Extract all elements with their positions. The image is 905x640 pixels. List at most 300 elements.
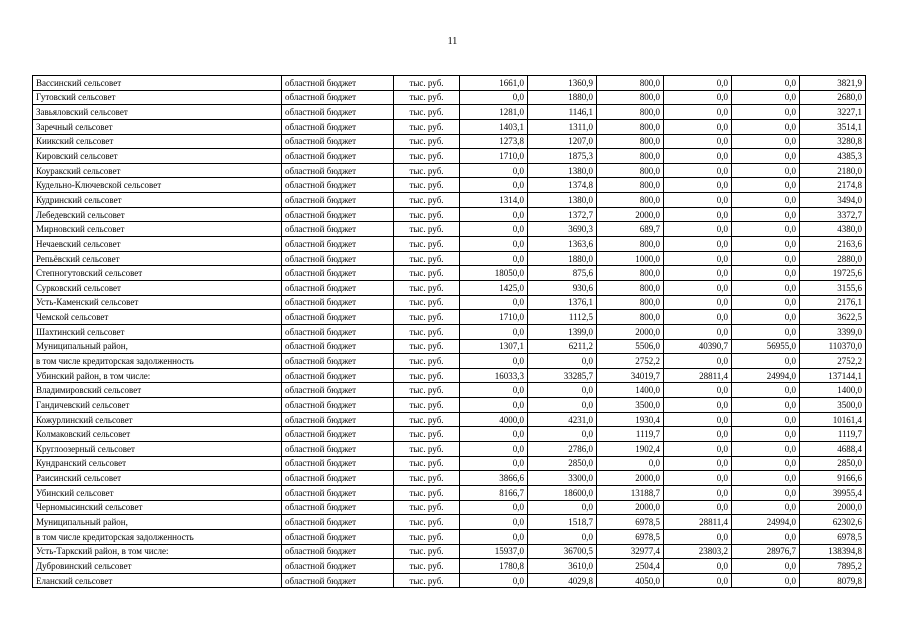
value-col-1: 1314,0 [460, 193, 528, 208]
table-row [33, 178, 866, 193]
value-col-1: 0,0 [460, 500, 528, 515]
budget-table [32, 75, 866, 588]
table-row [33, 427, 866, 442]
value-col-4: 0,0 [664, 442, 732, 457]
value-col-4: 0,0 [664, 193, 732, 208]
table-row [33, 573, 866, 588]
table-row [33, 500, 866, 515]
total-value: 1400,0 [800, 383, 866, 398]
total-value: 2880,0 [800, 251, 866, 266]
value-col-2: 36700,5 [528, 544, 597, 559]
funding-source: областной бюджет [282, 237, 394, 252]
value-col-1: 0,0 [460, 529, 528, 544]
value-col-3: 800,0 [597, 119, 664, 134]
total-value: 2680,0 [800, 90, 866, 105]
total-value: 2174,8 [800, 178, 866, 193]
funding-source: областной бюджет [282, 193, 394, 208]
table-row [33, 559, 866, 574]
value-col-3: 800,0 [597, 76, 664, 91]
unit: тыс. руб. [394, 368, 460, 383]
total-value: 39955,4 [800, 485, 866, 500]
total-value: 3399,0 [800, 324, 866, 339]
value-col-5: 0,0 [732, 573, 800, 588]
unit: тыс. руб. [394, 471, 460, 486]
value-col-4: 0,0 [664, 178, 732, 193]
value-col-4: 0,0 [664, 134, 732, 149]
table-row [33, 295, 866, 310]
value-col-1: 8166,7 [460, 485, 528, 500]
territory-name: Лебедевский сельсовет [33, 207, 282, 222]
territory-name: в том числе кредиторская задолженность [33, 354, 282, 369]
funding-source: областной бюджет [282, 310, 394, 325]
table-row [33, 266, 866, 281]
value-col-3: 34019,7 [597, 368, 664, 383]
unit: тыс. руб. [394, 442, 460, 457]
territory-name: Кировский сельсовет [33, 149, 282, 164]
table-row [33, 471, 866, 486]
unit: тыс. руб. [394, 339, 460, 354]
value-col-2: 1518,7 [528, 515, 597, 530]
value-col-4: 0,0 [664, 412, 732, 427]
funding-source: областной бюджет [282, 456, 394, 471]
funding-source: областной бюджет [282, 295, 394, 310]
value-col-1: 0,0 [460, 515, 528, 530]
value-col-4: 0,0 [664, 383, 732, 398]
value-col-3: 800,0 [597, 134, 664, 149]
funding-source: областной бюджет [282, 559, 394, 574]
value-col-4: 0,0 [664, 266, 732, 281]
value-col-2: 1880,0 [528, 90, 597, 105]
total-value: 1119,7 [800, 427, 866, 442]
value-col-4: 40390,7 [664, 339, 732, 354]
value-col-2: 1311,0 [528, 119, 597, 134]
value-col-3: 1902,4 [597, 442, 664, 457]
value-col-3: 3500,0 [597, 398, 664, 413]
unit: тыс. руб. [394, 207, 460, 222]
funding-source: областной бюджет [282, 485, 394, 500]
value-col-1: 0,0 [460, 207, 528, 222]
total-value: 3622,5 [800, 310, 866, 325]
territory-name: Колмаковский сельсовет [33, 427, 282, 442]
value-col-3: 1119,7 [597, 427, 664, 442]
value-col-5: 0,0 [732, 105, 800, 120]
unit: тыс. руб. [394, 573, 460, 588]
value-col-2: 1374,8 [528, 178, 597, 193]
table-row [33, 324, 866, 339]
value-col-2: 4029,8 [528, 573, 597, 588]
value-col-5: 0,0 [732, 324, 800, 339]
total-value: 8079,8 [800, 573, 866, 588]
value-col-1: 0,0 [460, 237, 528, 252]
value-col-3: 800,0 [597, 193, 664, 208]
value-col-3: 2000,0 [597, 500, 664, 515]
territory-name: Репьёвский сельсовет [33, 251, 282, 266]
value-col-2: 3610,0 [528, 559, 597, 574]
value-col-4: 0,0 [664, 163, 732, 178]
value-col-5: 0,0 [732, 559, 800, 574]
value-col-2: 6211,2 [528, 339, 597, 354]
page-number: 11 [447, 36, 458, 47]
funding-source: областной бюджет [282, 251, 394, 266]
table-row [33, 412, 866, 427]
table-row [33, 456, 866, 471]
value-col-3: 13188,7 [597, 485, 664, 500]
value-col-1: 1710,0 [460, 310, 528, 325]
value-col-3: 2000,0 [597, 324, 664, 339]
territory-name: Усть-Таркский район, в том числе: [33, 544, 282, 559]
value-col-3: 1400,0 [597, 383, 664, 398]
total-value: 10161,4 [800, 412, 866, 427]
total-value: 62302,6 [800, 515, 866, 530]
value-col-2: 4231,0 [528, 412, 597, 427]
territory-name: Кундранский сельсовет [33, 456, 282, 471]
unit: тыс. руб. [394, 515, 460, 530]
value-col-3: 2504,4 [597, 559, 664, 574]
value-col-2: 1363,6 [528, 237, 597, 252]
value-col-2: 930,6 [528, 280, 597, 295]
territory-name: Убинский район, в том числе: [33, 368, 282, 383]
value-col-1: 0,0 [460, 442, 528, 457]
value-col-5: 0,0 [732, 471, 800, 486]
total-value: 2000,0 [800, 500, 866, 515]
value-col-4: 23803,2 [664, 544, 732, 559]
value-col-5: 0,0 [732, 280, 800, 295]
territory-name: Кожурлинский сельсовет [33, 412, 282, 427]
territory-name: Усть-Каменский сельсовет [33, 295, 282, 310]
value-col-3: 800,0 [597, 266, 664, 281]
funding-source: областной бюджет [282, 383, 394, 398]
value-col-4: 0,0 [664, 354, 732, 369]
unit: тыс. руб. [394, 310, 460, 325]
table-row [33, 237, 866, 252]
territory-name: Убинский сельсовет [33, 485, 282, 500]
funding-source: областной бюджет [282, 76, 394, 91]
value-col-3: 6978,5 [597, 515, 664, 530]
value-col-5: 0,0 [732, 76, 800, 91]
value-col-3: 1930,4 [597, 412, 664, 427]
territory-name: Кудельно-Ключевской сельсовет [33, 178, 282, 193]
total-value: 3227,1 [800, 105, 866, 120]
unit: тыс. руб. [394, 105, 460, 120]
unit: тыс. руб. [394, 295, 460, 310]
table-row [33, 339, 866, 354]
funding-source: областной бюджет [282, 544, 394, 559]
territory-name: Чемской сельсовет [33, 310, 282, 325]
total-value: 3500,0 [800, 398, 866, 413]
value-col-5: 0,0 [732, 134, 800, 149]
value-col-3: 800,0 [597, 90, 664, 105]
value-col-3: 2000,0 [597, 471, 664, 486]
funding-source: областной бюджет [282, 427, 394, 442]
territory-name: Муниципальный район, [33, 339, 282, 354]
value-col-1: 0,0 [460, 573, 528, 588]
value-col-1: 1661,0 [460, 76, 528, 91]
total-value: 3280,8 [800, 134, 866, 149]
territory-name: Киикский сельсовет [33, 134, 282, 149]
unit: тыс. руб. [394, 544, 460, 559]
unit: тыс. руб. [394, 354, 460, 369]
funding-source: областной бюджет [282, 105, 394, 120]
value-col-4: 28811,4 [664, 368, 732, 383]
table-row [33, 251, 866, 266]
funding-source: областной бюджет [282, 90, 394, 105]
value-col-1: 18050,0 [460, 266, 528, 281]
table-row [33, 368, 866, 383]
value-col-4: 0,0 [664, 237, 732, 252]
funding-source: областной бюджет [282, 398, 394, 413]
territory-name: Дубровинский сельсовет [33, 559, 282, 574]
value-col-1: 3866,6 [460, 471, 528, 486]
total-value: 110370,0 [800, 339, 866, 354]
funding-source: областной бюджет [282, 134, 394, 149]
value-col-1: 0,0 [460, 383, 528, 398]
value-col-2: 875,6 [528, 266, 597, 281]
funding-source: областной бюджет [282, 368, 394, 383]
value-col-1: 0,0 [460, 90, 528, 105]
territory-name: Раисинский сельсовет [33, 471, 282, 486]
unit: тыс. руб. [394, 119, 460, 134]
value-col-5: 0,0 [732, 427, 800, 442]
value-col-4: 0,0 [664, 485, 732, 500]
total-value: 2752,2 [800, 354, 866, 369]
value-col-5: 0,0 [732, 354, 800, 369]
table-row [33, 280, 866, 295]
territory-name: Гутовский сельсовет [33, 90, 282, 105]
total-value: 3821,9 [800, 76, 866, 91]
value-col-5: 0,0 [732, 266, 800, 281]
table-row [33, 76, 866, 91]
value-col-1: 0,0 [460, 178, 528, 193]
value-col-1: 1780,8 [460, 559, 528, 574]
value-col-2: 0,0 [528, 398, 597, 413]
total-value: 3494,0 [800, 193, 866, 208]
unit: тыс. руб. [394, 427, 460, 442]
territory-name: Степногутовский сельсовет [33, 266, 282, 281]
funding-source: областной бюджет [282, 412, 394, 427]
value-col-3: 6978,5 [597, 529, 664, 544]
total-value: 4380,0 [800, 222, 866, 237]
value-col-2: 1360,9 [528, 76, 597, 91]
unit: тыс. руб. [394, 222, 460, 237]
value-col-4: 0,0 [664, 295, 732, 310]
total-value: 19725,6 [800, 266, 866, 281]
value-col-5: 0,0 [732, 529, 800, 544]
table-row [33, 354, 866, 369]
table-row [33, 105, 866, 120]
unit: тыс. руб. [394, 412, 460, 427]
value-col-5: 24994,0 [732, 368, 800, 383]
value-col-3: 2000,0 [597, 207, 664, 222]
value-col-3: 800,0 [597, 149, 664, 164]
value-col-3: 32977,4 [597, 544, 664, 559]
value-col-5: 0,0 [732, 163, 800, 178]
unit: тыс. руб. [394, 134, 460, 149]
value-col-1: 0,0 [460, 427, 528, 442]
unit: тыс. руб. [394, 266, 460, 281]
value-col-1: 1273,8 [460, 134, 528, 149]
value-col-2: 1207,0 [528, 134, 597, 149]
unit: тыс. руб. [394, 500, 460, 515]
funding-source: областной бюджет [282, 442, 394, 457]
value-col-5: 28976,7 [732, 544, 800, 559]
value-col-1: 16033,3 [460, 368, 528, 383]
value-col-1: 0,0 [460, 354, 528, 369]
table-row [33, 398, 866, 413]
value-col-5: 0,0 [732, 398, 800, 413]
table-row [33, 310, 866, 325]
value-col-4: 0,0 [664, 149, 732, 164]
value-col-2: 1112,5 [528, 310, 597, 325]
value-col-5: 0,0 [732, 193, 800, 208]
total-value: 3372,7 [800, 207, 866, 222]
territory-name: Кудринский сельсовет [33, 193, 282, 208]
value-col-3: 800,0 [597, 310, 664, 325]
territory-name: Шахтинский сельсовет [33, 324, 282, 339]
funding-source: областной бюджет [282, 529, 394, 544]
value-col-2: 2786,0 [528, 442, 597, 457]
value-col-4: 0,0 [664, 310, 732, 325]
value-col-1: 0,0 [460, 251, 528, 266]
table-row [33, 90, 866, 105]
value-col-1: 1281,0 [460, 105, 528, 120]
table-row [33, 163, 866, 178]
value-col-2: 0,0 [528, 500, 597, 515]
total-value: 4385,3 [800, 149, 866, 164]
funding-source: областной бюджет [282, 149, 394, 164]
value-col-4: 0,0 [664, 222, 732, 237]
table-row [33, 515, 866, 530]
value-col-5: 0,0 [732, 222, 800, 237]
unit: тыс. руб. [394, 383, 460, 398]
value-col-5: 0,0 [732, 383, 800, 398]
value-col-4: 0,0 [664, 207, 732, 222]
value-col-3: 800,0 [597, 237, 664, 252]
value-col-1: 0,0 [460, 456, 528, 471]
unit: тыс. руб. [394, 559, 460, 574]
funding-source: областной бюджет [282, 266, 394, 281]
unit: тыс. руб. [394, 251, 460, 266]
value-col-1: 0,0 [460, 324, 528, 339]
value-col-2: 0,0 [528, 383, 597, 398]
table-row [33, 529, 866, 544]
territory-name: Круглоозерный сельсовет [33, 442, 282, 457]
value-col-4: 0,0 [664, 529, 732, 544]
value-col-5: 0,0 [732, 456, 800, 471]
total-value: 4688,4 [800, 442, 866, 457]
table-row [33, 134, 866, 149]
value-col-5: 0,0 [732, 178, 800, 193]
value-col-1: 0,0 [460, 222, 528, 237]
unit: тыс. руб. [394, 76, 460, 91]
value-col-2: 1875,3 [528, 149, 597, 164]
value-col-3: 800,0 [597, 105, 664, 120]
funding-source: областной бюджет [282, 354, 394, 369]
value-col-1: 0,0 [460, 295, 528, 310]
value-col-5: 0,0 [732, 485, 800, 500]
value-col-2: 33285,7 [528, 368, 597, 383]
unit: тыс. руб. [394, 280, 460, 295]
value-col-3: 689,7 [597, 222, 664, 237]
value-col-4: 0,0 [664, 559, 732, 574]
territory-name: Коуракский сельсовет [33, 163, 282, 178]
value-col-5: 24994,0 [732, 515, 800, 530]
territory-name: Гандичевский сельсовет [33, 398, 282, 413]
funding-source: областной бюджет [282, 515, 394, 530]
value-col-3: 0,0 [597, 456, 664, 471]
value-col-1: 0,0 [460, 398, 528, 413]
table-row [33, 207, 866, 222]
table-row [33, 222, 866, 237]
unit: тыс. руб. [394, 529, 460, 544]
territory-name: Мирновский сельсовет [33, 222, 282, 237]
value-col-3: 800,0 [597, 280, 664, 295]
value-col-5: 0,0 [732, 119, 800, 134]
unit: тыс. руб. [394, 149, 460, 164]
value-col-2: 3300,0 [528, 471, 597, 486]
value-col-1: 1710,0 [460, 149, 528, 164]
total-value: 137144,1 [800, 368, 866, 383]
value-col-2: 0,0 [528, 354, 597, 369]
value-col-2: 0,0 [528, 529, 597, 544]
funding-source: областной бюджет [282, 324, 394, 339]
value-col-1: 0,0 [460, 163, 528, 178]
territory-name: Сурковский сельсовет [33, 280, 282, 295]
value-col-2: 1399,0 [528, 324, 597, 339]
table-row [33, 442, 866, 457]
value-col-2: 2850,0 [528, 456, 597, 471]
value-col-5: 0,0 [732, 149, 800, 164]
value-col-4: 28811,4 [664, 515, 732, 530]
value-col-2: 3690,3 [528, 222, 597, 237]
value-col-4: 0,0 [664, 280, 732, 295]
value-col-5: 0,0 [732, 412, 800, 427]
total-value: 138394,8 [800, 544, 866, 559]
value-col-2: 1376,1 [528, 295, 597, 310]
value-col-3: 800,0 [597, 295, 664, 310]
value-col-4: 0,0 [664, 471, 732, 486]
value-col-1: 15937,0 [460, 544, 528, 559]
territory-name: Завьяловский сельсовет [33, 105, 282, 120]
territory-name: Вассинский сельсовет [33, 76, 282, 91]
funding-source: областной бюджет [282, 119, 394, 134]
funding-source: областной бюджет [282, 222, 394, 237]
value-col-4: 0,0 [664, 427, 732, 442]
value-col-3: 2752,2 [597, 354, 664, 369]
funding-source: областной бюджет [282, 500, 394, 515]
value-col-5: 0,0 [732, 500, 800, 515]
total-value: 2176,1 [800, 295, 866, 310]
value-col-1: 1403,1 [460, 119, 528, 134]
value-col-4: 0,0 [664, 573, 732, 588]
value-col-2: 1880,0 [528, 251, 597, 266]
total-value: 2180,0 [800, 163, 866, 178]
value-col-2: 1372,7 [528, 207, 597, 222]
value-col-5: 0,0 [732, 207, 800, 222]
total-value: 6978,5 [800, 529, 866, 544]
value-col-4: 0,0 [664, 119, 732, 134]
table-row [33, 149, 866, 164]
unit: тыс. руб. [394, 90, 460, 105]
funding-source: областной бюджет [282, 207, 394, 222]
funding-source: областной бюджет [282, 471, 394, 486]
total-value: 3155,6 [800, 280, 866, 295]
value-col-5: 0,0 [732, 310, 800, 325]
territory-name: в том числе кредиторская задолженность [33, 529, 282, 544]
value-col-5: 0,0 [732, 251, 800, 266]
value-col-5: 0,0 [732, 442, 800, 457]
unit: тыс. руб. [394, 163, 460, 178]
value-col-2: 1146,1 [528, 105, 597, 120]
